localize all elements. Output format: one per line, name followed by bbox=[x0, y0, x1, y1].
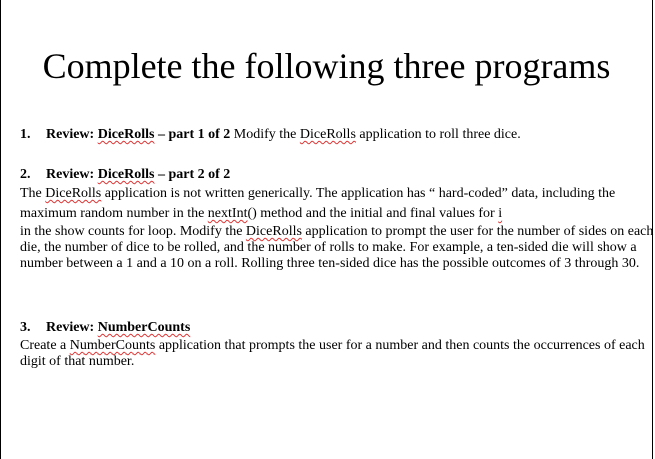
item-3-line-2: digit of that number. bbox=[20, 354, 135, 369]
item-2-label: Review: DiceRolls – part 2 of 2 bbox=[46, 167, 231, 182]
item-1-label: Review: DiceRolls – part 1 of 2 bbox=[46, 127, 231, 142]
item-3-label: Review: NumberCounts bbox=[46, 320, 191, 335]
item-2-line-2: maximum random number in the nextInt() method and the initial and final values for i bbox=[20, 206, 503, 221]
item-1 bbox=[20, 126, 521, 144]
item-3-heading bbox=[20, 319, 190, 337]
item-3-line-1: Create a NumberCounts application that prompts the user for a number and then counts the occurrences of each bbox=[20, 338, 645, 353]
item-2-heading bbox=[20, 166, 230, 184]
item-3-paragraph bbox=[20, 338, 650, 370]
item-3-number: 3. bbox=[20, 320, 31, 335]
item-1-text: Modify the DiceRolls application to roll three dice. bbox=[230, 127, 521, 142]
item-2-line-3: in the show counts for loop. Modify the DiceRolls application to prompt the user for the number of sides on each bbox=[20, 224, 654, 239]
item-2-line-5: number between a 1 and a 10 on a roll. Rolling three ten-sided dice has the possible outcomes of 3 through 30. bbox=[20, 256, 640, 271]
item-2-paragraph bbox=[20, 184, 654, 272]
item-2-line-1: The DiceRolls application is not written generically. The application has “ hard-coded” data, including the bbox=[20, 186, 616, 201]
item-2-number: 2. bbox=[20, 167, 31, 182]
item-1-number: 1. bbox=[20, 127, 31, 142]
page-title: Complete the following three programs bbox=[42, 46, 611, 86]
item-2-line-4: die, the number of dice to be rolled, and the number of rolls to make. For example, a ten-sided die will show a bbox=[20, 240, 637, 255]
